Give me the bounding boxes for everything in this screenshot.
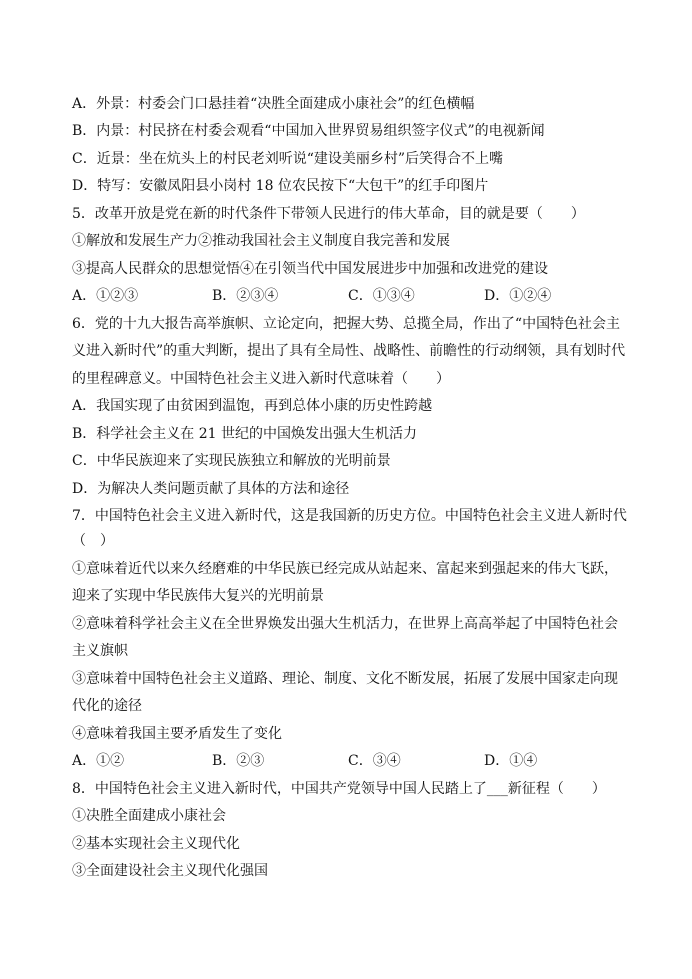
q7-option-b: B．②③: [212, 753, 265, 769]
q7-statement-3-line-2: 代化的途径: [72, 698, 142, 714]
q7-statement-2-line-2: 主义旗帜: [72, 643, 128, 659]
q6-option-a: A．我国实现了由贫困到温饱，再到总体小康的历史性跨越: [72, 398, 433, 414]
q4-option-a: A．外景：村委会门口悬挂着“决胜全面建成小康社会”的红色横幅: [72, 96, 475, 112]
q5-option-c: C．①③④: [348, 288, 415, 304]
q6-option-d: D．为解决人类问题贡献了具体的方法和途径: [72, 481, 350, 497]
q7-statement-4: ④意味着我国主要矛盾发生了变化: [72, 726, 282, 742]
q7-statement-3-line-1: ③意味着中国特色社会主义道路、理论、制度、文化不断发展，拓展了发展中国家走向现: [72, 671, 618, 687]
q6-stem-line-2: 义进入新时代”的重大判断，提出了具有全局性、战略性、前瞻性的行动纲领，具有划时代: [72, 343, 626, 359]
q4-option-c: C．近景：坐在炕头上的村民老刘听说“建设美丽乡村”后笑得合不上嘴: [72, 151, 504, 167]
q5-stem: 5．改革开放是党在新的时代条件下带领人民进行的伟大革命，目的就是要（ ）: [72, 206, 585, 222]
q4-option-d: D．特写：安徽凤阳县小岗村 18 位农民按下“大包干”的红手印图片: [72, 178, 489, 194]
q8-statement-1: ①决胜全面建成小康社会: [72, 808, 226, 824]
q5-statement-3-4: ③提高人民群众的思想觉悟④在引领当代中国发展进步中加强和改进党的建设: [72, 261, 548, 277]
q5-option-a: A．①②③: [72, 288, 139, 304]
q8-statement-3: ③全面建设社会主义现代化强国: [72, 863, 268, 879]
q7-stem: 7．中国特色社会主义进入新时代，这是我国新的历史方位。中国特色社会主义进人新时代: [72, 508, 627, 524]
q6-option-c: C．中华民族迎来了实现民族独立和解放的光明前景: [72, 453, 391, 469]
q7-option-c: C．③④: [348, 753, 401, 769]
q7-statement-2-line-1: ②意味着科学社会主义在全世界焕发出强大生机活力，在世界上高高举起了中国特色社会: [72, 616, 618, 632]
q8-statement-2: ②基本实现社会主义现代化: [72, 836, 240, 852]
q7-option-a: A．①②: [72, 753, 125, 769]
q7-answer-blank: （ ）: [72, 533, 114, 549]
q8-stem: 8．中国特色社会主义进入新时代，中国共产党领导中国人民踏上了___新征程（ ）: [72, 781, 606, 797]
q7-statement-1-line-1: ①意味着近代以来久经磨难的中华民族已经完成从站起来、富起来到强起来的伟大飞跃，: [72, 561, 618, 577]
q6-stem-line-3: 的里程碑意义。中国特色社会主义进入新时代意味着（ ）: [72, 371, 450, 387]
q7-option-d: D．①④: [484, 753, 538, 769]
q5-option-d: D．①②④: [484, 288, 552, 304]
q5-statement-1-2: ①解放和发展生产力②推动我国社会主义制度自我完善和发展: [72, 233, 450, 249]
q5-option-b: B．②③④: [212, 288, 279, 304]
q7-statement-1-line-2: 迎来了实现中华民族伟大复兴的光明前景: [72, 588, 324, 604]
q6-stem-line-1: 6．党的十九大报告高举旗帜、立论定向，把握大势、总揽全局，作出了“中国特色社会主: [72, 316, 621, 332]
q4-option-b: B．内景：村民挤在村委会观看“中国加入世界贸易组织签字仪式”的电视新闻: [72, 123, 545, 139]
q6-option-b: B．科学社会主义在 21 世纪的中国焕发出强大生机活力: [72, 426, 418, 442]
